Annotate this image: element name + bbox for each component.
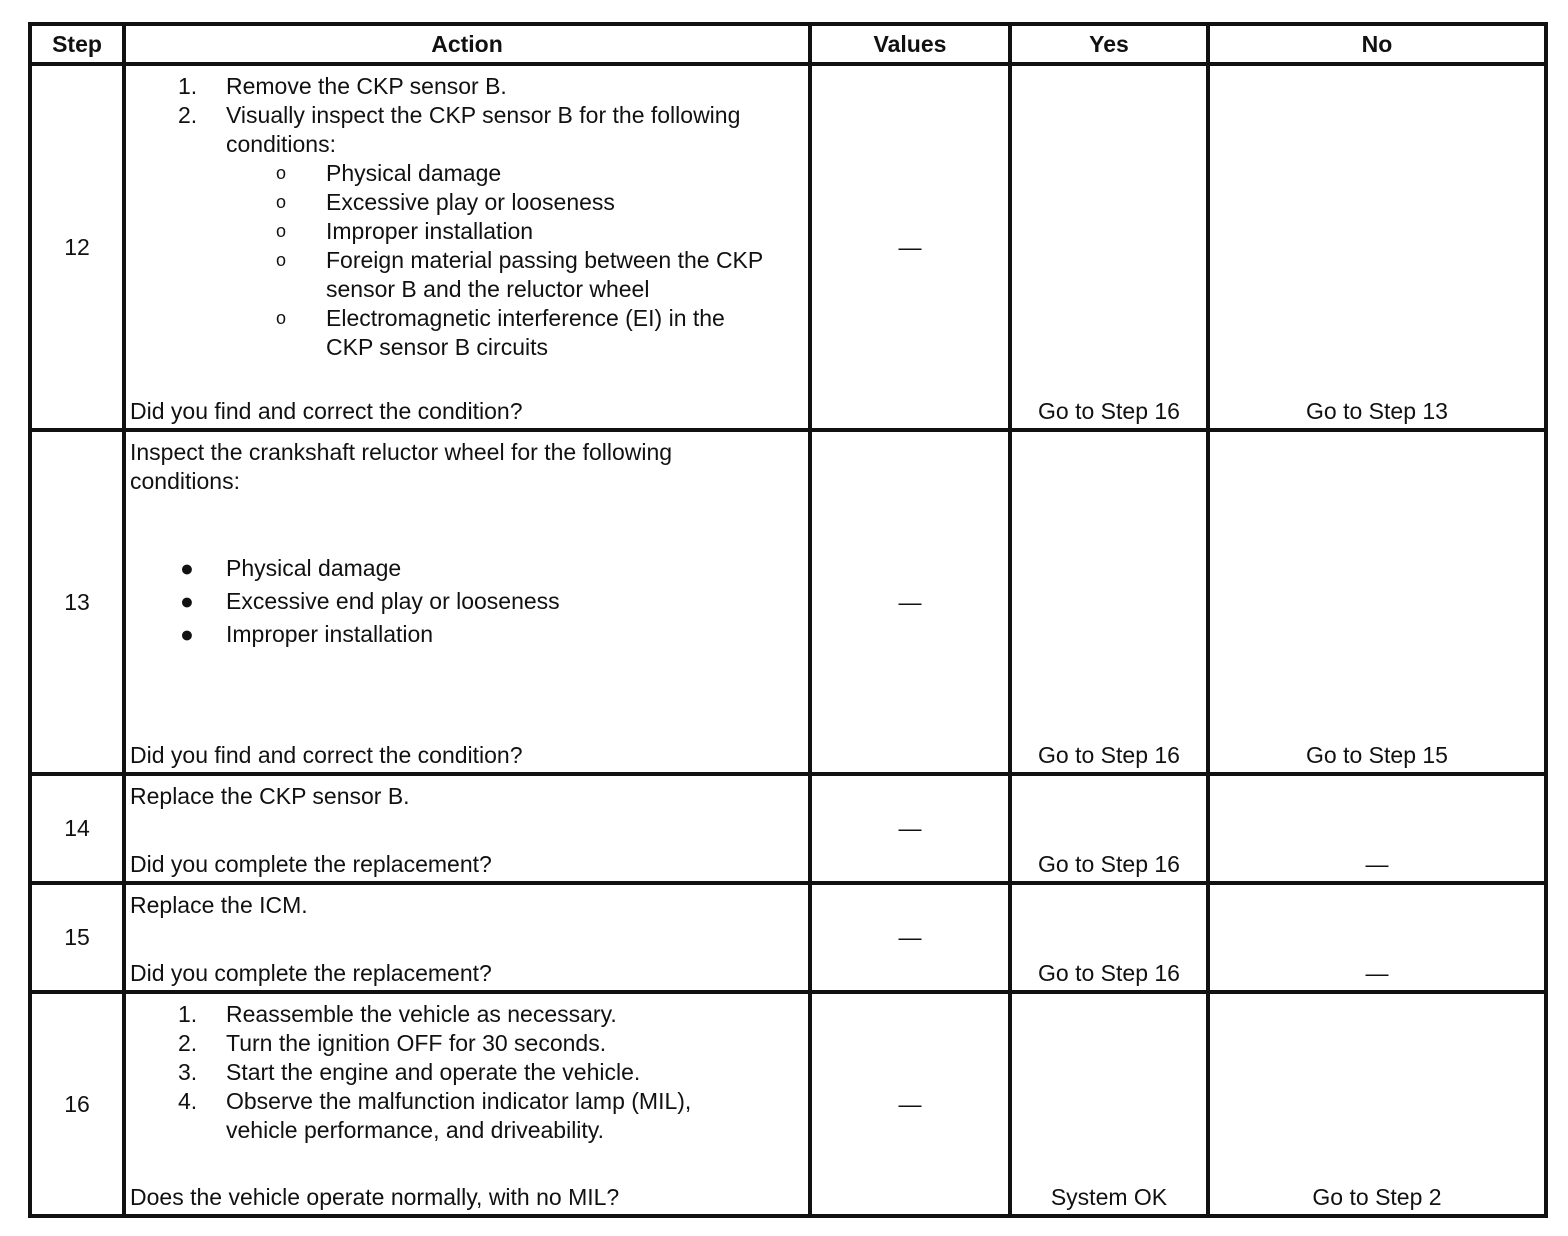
question-text: Did you complete the replacement? (130, 851, 492, 877)
action-cell (124, 883, 810, 992)
item-number: 1. (178, 1001, 198, 1027)
item-number: 2. (178, 1030, 198, 1056)
values-cell: — (810, 992, 1010, 1216)
yes-action: Go to Step 16 (1038, 398, 1180, 424)
item-text: Observe the malfunction indicator lamp (MIL), vehicle performance, and driveability. (226, 1088, 692, 1143)
no-action: Go to Step 13 (1306, 398, 1448, 424)
yes-cell (1010, 883, 1208, 992)
yes-cell (1010, 774, 1208, 883)
no-cell (1208, 992, 1546, 1216)
bullet-list (126, 552, 808, 651)
question-text: Did you find and correct the condition? (130, 398, 523, 424)
no-cell (1208, 883, 1546, 992)
table-row-step-14 (30, 774, 1546, 883)
numbered-list (126, 72, 808, 362)
list-item (126, 1058, 808, 1087)
item-text: Turn the ignition OFF for 30 seconds. (226, 1030, 607, 1056)
header-values: Values (810, 24, 1010, 64)
question-text: Does the vehicle operate normally, with no MIL? (130, 1184, 620, 1210)
list-item (126, 72, 808, 101)
sub-list-item: o Physical damage (276, 160, 502, 186)
circle-bullet-icon: o (276, 308, 287, 328)
action-cell (124, 430, 810, 774)
header-no: No (1208, 24, 1546, 64)
no-action: — (1365, 851, 1389, 877)
bullet-item: ● Excessive end play or looseness (126, 585, 808, 618)
step-number: 16 (30, 992, 124, 1216)
values-cell: — (810, 774, 1010, 883)
header-step: Step (30, 24, 124, 64)
sub-list-item: o Improper installation (276, 218, 534, 244)
question-text: Did you find and correct the condition? (130, 742, 523, 768)
item-text: Visually inspect the CKP sensor B for the following conditions: (226, 102, 741, 157)
no-action: — (1365, 960, 1389, 986)
sub-list-item: o Foreign material passing between the CKP sensor B and the reluctor wheel (276, 247, 763, 302)
yes-cell (1010, 64, 1208, 430)
table-row-step-13 (30, 430, 1546, 774)
item-text: Remove the CKP sensor B. (226, 73, 507, 99)
bullet-item: ● Physical damage (126, 552, 808, 585)
table-row-step-15 (30, 883, 1546, 992)
sub-list (226, 159, 808, 362)
sub-list-item: o Excessive play or looseness (276, 189, 615, 215)
header-yes: Yes (1010, 24, 1208, 64)
yes-cell (1010, 430, 1208, 774)
yes-cell (1010, 992, 1208, 1216)
no-action: Go to Step 2 (1312, 1184, 1442, 1210)
values-cell: — (810, 430, 1010, 774)
action-intro: Inspect the crankshaft reluctor wheel for the following conditions: (130, 439, 673, 494)
no-cell (1208, 774, 1546, 883)
item-text: Start the engine and operate the vehicle. (226, 1059, 641, 1085)
header-action: Action (124, 24, 810, 64)
circle-bullet-icon: o (276, 250, 287, 270)
values-cell: — (810, 883, 1010, 992)
list-item (126, 1000, 808, 1029)
circle-bullet-icon: o (276, 221, 287, 241)
item-number: 3. (178, 1059, 198, 1085)
bullet-icon: ● (180, 588, 194, 614)
no-cell (1208, 64, 1546, 430)
diagnostic-table (28, 22, 1548, 1218)
yes-action: Go to Step 16 (1038, 851, 1180, 877)
table-row-step-12 (30, 64, 1546, 430)
bullet-icon: ● (180, 555, 194, 581)
list-item (126, 101, 808, 362)
step-number: 13 (30, 430, 124, 774)
step-number: 14 (30, 774, 124, 883)
item-number: 2. (178, 102, 198, 128)
bullet-item: ● Improper installation (126, 618, 808, 651)
action-cell (124, 64, 810, 430)
yes-action: Go to Step 16 (1038, 742, 1180, 768)
yes-action: System OK (1050, 1184, 1168, 1210)
circle-bullet-icon: o (276, 192, 287, 212)
action-cell (124, 992, 810, 1216)
bullet-icon: ● (180, 621, 194, 647)
action-cell (124, 774, 810, 883)
step-number: 15 (30, 883, 124, 992)
action-intro: Replace the CKP sensor B. (130, 783, 410, 809)
no-cell (1208, 430, 1546, 774)
yes-action: Go to Step 16 (1038, 960, 1180, 986)
step-number: 12 (30, 64, 124, 430)
item-number: 4. (178, 1088, 198, 1114)
values-cell: — (810, 64, 1010, 430)
list-item (126, 1087, 808, 1145)
item-text: Reassemble the vehicle as necessary. (226, 1001, 617, 1027)
numbered-list (126, 1000, 808, 1145)
circle-bullet-icon: o (276, 163, 287, 183)
sub-list-item: o Electromagnetic interference (EI) in the CKP sensor B circuits (276, 305, 725, 360)
list-item (126, 1029, 808, 1058)
action-intro: Replace the ICM. (130, 892, 308, 918)
header-row (30, 24, 1546, 64)
question-text: Did you complete the replacement? (130, 960, 492, 986)
table-row-step-16 (30, 992, 1546, 1216)
no-action: Go to Step 15 (1306, 742, 1448, 768)
item-number: 1. (178, 73, 198, 99)
